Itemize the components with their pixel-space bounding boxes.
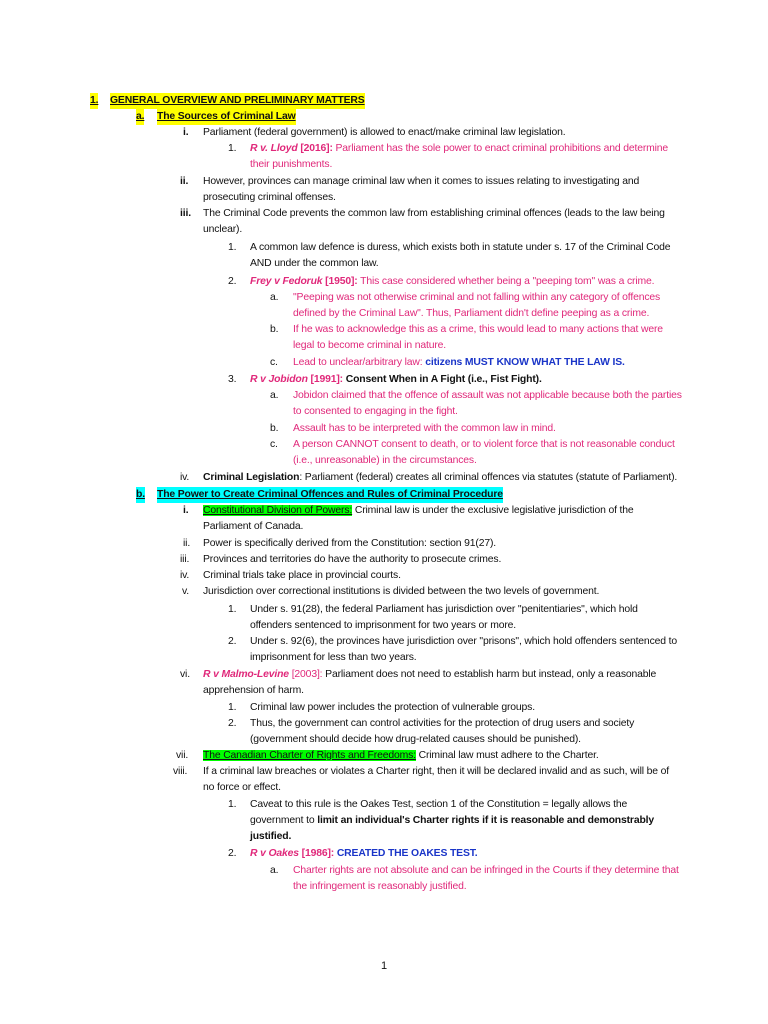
item-text-plain: Criminal law is under the exclusive legislative jurisdiction of the	[352, 505, 634, 516]
item-number: c.	[270, 357, 278, 368]
case-text: CREATED THE OAKES TEST.	[334, 848, 478, 859]
item-number: 1.	[228, 604, 237, 615]
item-text: (i.e., unreasonable) in the circumstances.	[293, 455, 477, 466]
item-text: If he was to acknowledge this as a crime, this would lead to many actions that were	[293, 324, 663, 335]
case-text: Parliament does not need to establish harm but instead, only a reasonable	[322, 669, 657, 680]
item-text: AND under the common law.	[250, 258, 379, 269]
case-year: [2003]:	[288, 669, 323, 680]
item-text: the infringement is reasonably justified.	[293, 881, 467, 892]
item-text: apprehension of harm.	[203, 685, 304, 696]
item-number: 1.	[228, 242, 237, 253]
item-text: A common law defence is duress, which exists both in statute under s. 17 of the Criminal Code	[250, 242, 671, 253]
item-text: Jurisdiction over correctional institutions is divided between the two levels of government.	[203, 586, 600, 597]
item-text: "Peeping was not otherwise criminal and not falling within any category of offences	[293, 292, 661, 303]
item-number: vi.	[180, 669, 190, 680]
item-label: Criminal Legislation	[203, 472, 300, 483]
page-number: 1	[381, 960, 387, 972]
case-name: R v. Lloyd	[250, 143, 298, 154]
item-number: iii.	[180, 208, 191, 219]
item-text: imprisonment for less than two years.	[250, 652, 417, 663]
item-text	[203, 503, 634, 519]
item-text	[293, 355, 625, 371]
item-number: v.	[182, 586, 190, 597]
item-number: b.	[270, 423, 279, 434]
item-text: prosecuting criminal offenses.	[203, 192, 336, 203]
item-text: Thus, the government can control activities for the protection of drug users and society	[250, 718, 635, 729]
item-number: 2.	[228, 718, 237, 729]
item-text	[203, 470, 677, 486]
case-year: [1986]:	[298, 848, 335, 859]
item-text: Criminal trials take place in provincial courts.	[203, 570, 401, 581]
item-number: ii.	[180, 176, 189, 187]
case-name: Frey v Fedoruk	[250, 276, 323, 287]
item-number: a.	[270, 390, 279, 401]
item-text: offenders sentenced to imprisonment for two years or more.	[250, 620, 517, 631]
item-text: legal to become criminal in nature.	[293, 340, 446, 351]
item-number: ii.	[183, 538, 191, 549]
item-number: 1.	[228, 702, 237, 713]
heading-a-title: The Sources of Criminal Law	[157, 109, 296, 125]
heading-1-number: 1.	[90, 93, 98, 109]
item-text-plain: government to	[250, 815, 318, 826]
case-text: Consent When in A Fight (i.e., Fist Fight).	[343, 374, 542, 385]
item-number: 2.	[228, 636, 237, 647]
item-number: a.	[270, 865, 279, 876]
item-text: defined by the Criminal Law". Thus, Parliament didn't define peeping as a crime.	[293, 308, 650, 319]
item-text: Assault has to be interpreted with the common law in mind.	[293, 423, 556, 434]
item-label: Constitutional Division of Powers:	[203, 505, 353, 516]
case-name: R v Oakes	[250, 848, 299, 859]
case-year: [2016]:	[297, 143, 333, 154]
item-number: c.	[270, 439, 278, 450]
item-text: unclear).	[203, 224, 243, 235]
item-number: iv.	[180, 570, 190, 581]
item-number: 1.	[228, 799, 237, 810]
item-number: iv.	[180, 472, 190, 483]
item-number: viii.	[173, 766, 188, 777]
item-text	[203, 667, 656, 683]
heading-1-title: GENERAL OVERVIEW AND PRELIMINARY MATTERS	[110, 93, 365, 109]
item-text	[250, 813, 654, 829]
item-text-emphasis: citizens MUST KNOW WHAT THE LAW IS.	[425, 357, 625, 368]
item-text: their punishments.	[250, 159, 333, 170]
heading-b-title: The Power to Create Criminal Offences and Rules of Criminal Procedure	[157, 487, 503, 503]
item-text-plain: Criminal law must adhere to the Charter.	[415, 750, 599, 761]
item-text: to consented to engaging in the fight.	[293, 406, 458, 417]
case-year: [1991]:	[307, 374, 343, 385]
case-name: R v Malmo-Levine	[203, 669, 289, 680]
item-number: 3.	[228, 374, 237, 385]
case-name: R v Jobidon	[250, 374, 308, 385]
item-text: Parliament of Canada.	[203, 521, 304, 532]
item-text-plain: Lead to unclear/arbitrary law:	[293, 357, 426, 368]
item-text-plain: : Parliament (federal) creates all criminal offences via statutes (statute of Parliament).	[299, 472, 678, 483]
item-text: A person CANNOT consent to death, or to violent force that is not reasonable conduct	[293, 439, 675, 450]
item-text: Provinces and territories do have the authority to prosecute crimes.	[203, 554, 502, 565]
item-number: i.	[183, 127, 189, 138]
item-text: Jobidon claimed that the offence of assault was not applicable because both the parties	[293, 390, 682, 401]
item-text: Under s. 92(6), the provinces have jurisdiction over "prisons", which hold offenders sentenced to	[250, 636, 677, 647]
item-number: vii.	[176, 750, 189, 761]
item-text: Parliament (federal government) is allowed to enact/make criminal law legislation.	[203, 127, 566, 138]
item-text-emphasis: justified.	[250, 831, 292, 842]
item-text	[250, 274, 654, 290]
item-text: If a criminal law breaches or violates a Charter right, then it will be declared invalid and as such, will be of	[203, 766, 670, 777]
item-text	[250, 846, 478, 862]
item-text: Criminal law power includes the protection of vulnerable groups.	[250, 702, 535, 713]
heading-a-number: a.	[136, 109, 144, 125]
case-text: This case considered whether being a "peeping tom" was a crime.	[357, 276, 655, 287]
item-number: b.	[270, 324, 279, 335]
heading-b-number: b.	[136, 487, 145, 503]
item-text: The Criminal Code prevents the common law from establishing criminal offences (leads to the law being	[203, 208, 665, 219]
item-text: no force or effect.	[203, 782, 281, 793]
item-number: 2.	[228, 276, 237, 287]
item-label: The Canadian Charter of Rights and Freedoms:	[203, 750, 416, 761]
item-text	[250, 141, 668, 157]
item-text: (government should decide how drug-related causes should be punished).	[250, 734, 581, 745]
case-year: [1950]:	[322, 276, 358, 287]
item-text: However, provinces can manage criminal law when it comes to issues relating to investigating and	[203, 176, 640, 187]
item-number: 2.	[228, 848, 237, 859]
item-text-emphasis: limit an individual's Charter rights if it is reasonable and demonstrably	[317, 815, 655, 826]
item-number: a.	[270, 292, 279, 303]
item-text: Charter rights are not absolute and can be infringed in the Courts if they determine that	[293, 865, 679, 876]
item-number: iii.	[180, 554, 190, 565]
item-text	[250, 372, 542, 388]
item-number: i.	[183, 505, 189, 516]
item-number: 1.	[228, 143, 237, 154]
item-text	[203, 748, 599, 764]
case-text: Parliament has the sole power to enact criminal prohibitions and determine	[332, 143, 669, 154]
item-text: Under s. 91(28), the federal Parliament has jurisdiction over "penitentiaries", which hold	[250, 604, 638, 615]
item-text: Caveat to this rule is the Oakes Test, section 1 of the Constitution = legally allows the	[250, 799, 628, 810]
item-text: Power is specifically derived from the Constitution: section 91(27).	[203, 538, 496, 549]
